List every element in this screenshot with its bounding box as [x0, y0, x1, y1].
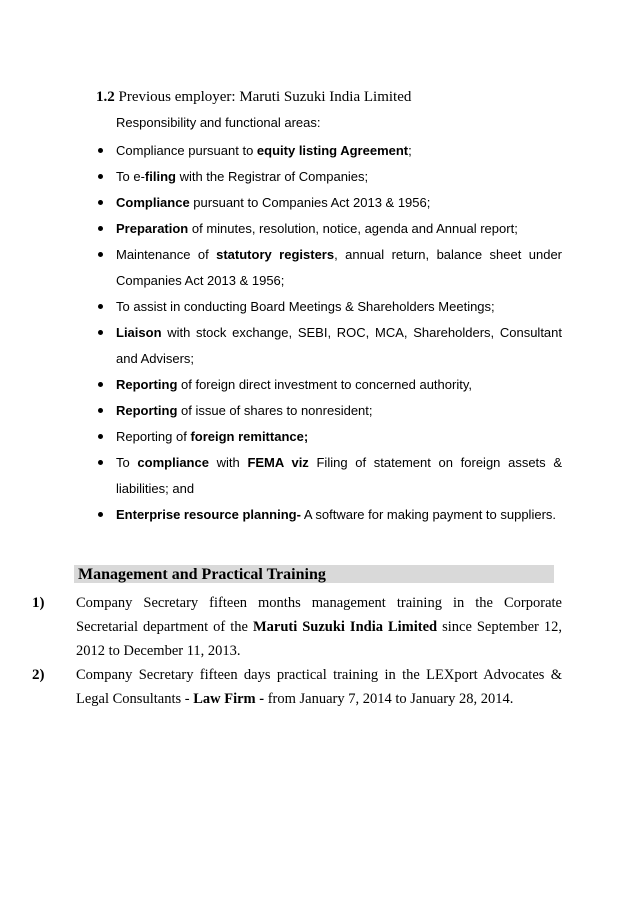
management-title: Management and Practical Training [78, 566, 326, 583]
bullet-icon [98, 148, 103, 153]
bullet-icon [98, 512, 103, 517]
list-item: Compliance pursuant to equity listing Agreement; [98, 138, 562, 164]
list-item: Preparation of minutes, resolution, notice, agenda and Annual report; [98, 216, 562, 242]
list-item: Compliance pursuant to Companies Act 2013 & 1956; [98, 190, 562, 216]
list-item: To assist in conducting Board Meetings & Shareholders Meetings; [98, 294, 562, 320]
bullet-icon [98, 434, 103, 439]
bullet-icon [98, 382, 103, 387]
list-item: Reporting of foreign remittance; [98, 424, 562, 450]
list-item: To compliance with FEMA viz Filing of statement on foreign assets & liabilities; and [98, 450, 562, 502]
bullet-icon [98, 252, 103, 257]
list-item: To e-filing with the Registrar of Companies; [98, 164, 562, 190]
list-item: 2) Company Secretary fifteen days practical training in the LEXport Advocates & Legal Consultants - Law Firm - from January 7, 2014 to January 28, 2014. [32, 663, 562, 711]
list-item: Enterprise resource planning- A software for making payment to suppliers. [98, 502, 562, 528]
list-item: Reporting of issue of shares to nonresident; [98, 398, 562, 424]
list-item: Reporting of foreign direct investment to concerned authority, [98, 372, 562, 398]
bullet-icon [98, 330, 103, 335]
responsibility-label: Responsibility and functional areas: [116, 115, 321, 130]
bullet-icon [98, 174, 103, 179]
section-heading [96, 88, 411, 106]
section-title: Previous employer: Maruti Suzuki India Limited [118, 89, 412, 105]
bullet-icon [98, 460, 103, 465]
list-item: 1) Company Secretary fifteen months management training in the Corporate Secretarial department of the Maruti Suzuki India Limited since September 12, 2012 to December 11, 2013. [32, 591, 562, 663]
responsibility-list [98, 138, 562, 528]
bullet-icon [98, 304, 103, 309]
item-number: 1) [32, 595, 45, 611]
bullet-icon [98, 200, 103, 205]
list-item: Liaison with stock exchange, SEBI, ROC, MCA, Shareholders, Consultant and Advisers; [98, 320, 562, 372]
bullet-icon [98, 226, 103, 231]
list-item: Maintenance of statutory registers, annual return, balance sheet under Companies Act 2013 & 1956; [98, 242, 562, 294]
training-list [32, 591, 562, 711]
bullet-icon [98, 408, 103, 413]
item-number: 2) [32, 667, 45, 683]
section-number: 1.2 [96, 89, 115, 105]
